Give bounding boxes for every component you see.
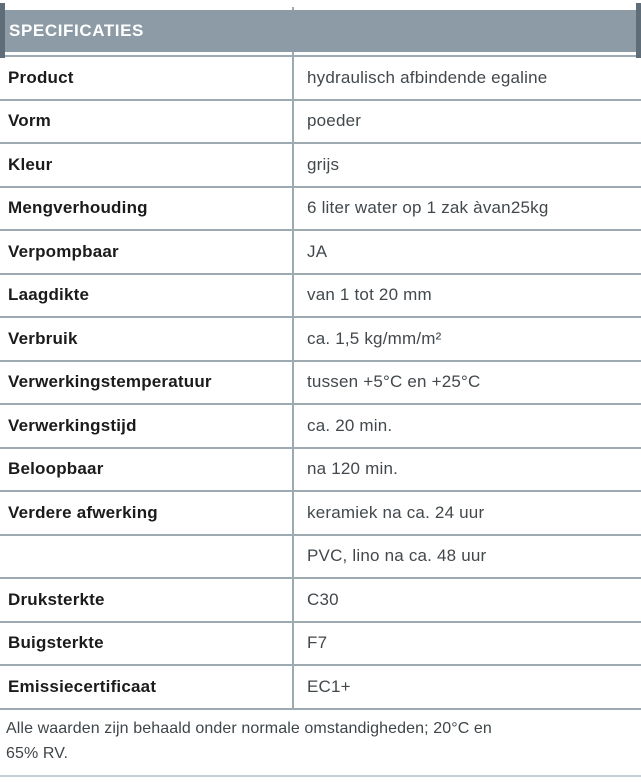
table-row: [0, 664, 641, 708]
spec-value: keramiek na ca. 24 uur: [307, 502, 485, 522]
spec-value: EC1+: [307, 676, 351, 696]
spec-value: JA: [307, 241, 328, 261]
header-left-edge-bar: [0, 3, 5, 58]
spec-label: Verpompbaar: [8, 241, 119, 261]
spec-label: Verdere afwerking: [8, 502, 158, 522]
table-row: [0, 55, 641, 99]
table-row: [0, 229, 641, 273]
spec-value: F7: [307, 633, 328, 653]
table-title: SPECIFICATIES: [9, 21, 145, 40]
spec-table-body: [0, 55, 641, 710]
spec-label: Verwerkingstijd: [8, 415, 137, 435]
spec-label: Product: [8, 67, 74, 87]
table-row: [0, 490, 641, 534]
table-row: [0, 273, 641, 317]
spec-label: Druksterkte: [8, 589, 105, 609]
spec-value: PVC, lino na ca. 48 uur: [307, 546, 487, 566]
spec-value: van 1 tot 20 mm: [307, 285, 432, 305]
spec-value: poeder: [307, 111, 362, 131]
spec-value: 6 liter water op 1 zak àvan25kg: [307, 198, 549, 218]
table-row: [0, 186, 641, 230]
spec-label: Kleur: [8, 154, 53, 174]
spec-value: tussen +5°C en +25°C: [307, 372, 481, 392]
footnote: [6, 716, 631, 766]
table-row: [0, 360, 641, 404]
spec-label: Vorm: [8, 111, 51, 131]
spec-value: C30: [307, 589, 339, 609]
spec-label: Beloopbaar: [8, 459, 104, 479]
table-row: [0, 621, 641, 665]
spec-value: na 120 min.: [307, 459, 399, 479]
spec-label: Verwerkingstemperatuur: [8, 372, 212, 392]
spec-value: grijs: [307, 154, 340, 174]
header-right-edge-bar: [636, 3, 641, 58]
footnote-line-2: 65% RV.: [6, 745, 69, 762]
table-row: [0, 447, 641, 491]
spec-value: ca. 20 min.: [307, 415, 393, 435]
spec-label: Verbruik: [8, 328, 78, 348]
table-header: [5, 10, 636, 52]
spec-label: Mengverhouding: [8, 198, 148, 218]
table-row: [0, 99, 641, 143]
table-row: [0, 577, 641, 621]
table-row: [0, 403, 641, 447]
footnote-line-1: Alle waarden zijn behaald onder normale omstandigheden; 20°C en: [6, 720, 492, 737]
table-row: [0, 142, 641, 186]
spec-label: Laagdikte: [8, 285, 90, 305]
spec-label: Emissiecertificaat: [8, 676, 157, 696]
table-row: [0, 534, 641, 578]
bottom-divider: [0, 775, 641, 777]
table-row: [0, 316, 641, 360]
spec-label: Buigsterkte: [8, 633, 104, 653]
spec-value: hydraulisch afbindende egaline: [307, 67, 548, 87]
spec-value: ca. 1,5 kg/mm/m²: [307, 328, 442, 348]
